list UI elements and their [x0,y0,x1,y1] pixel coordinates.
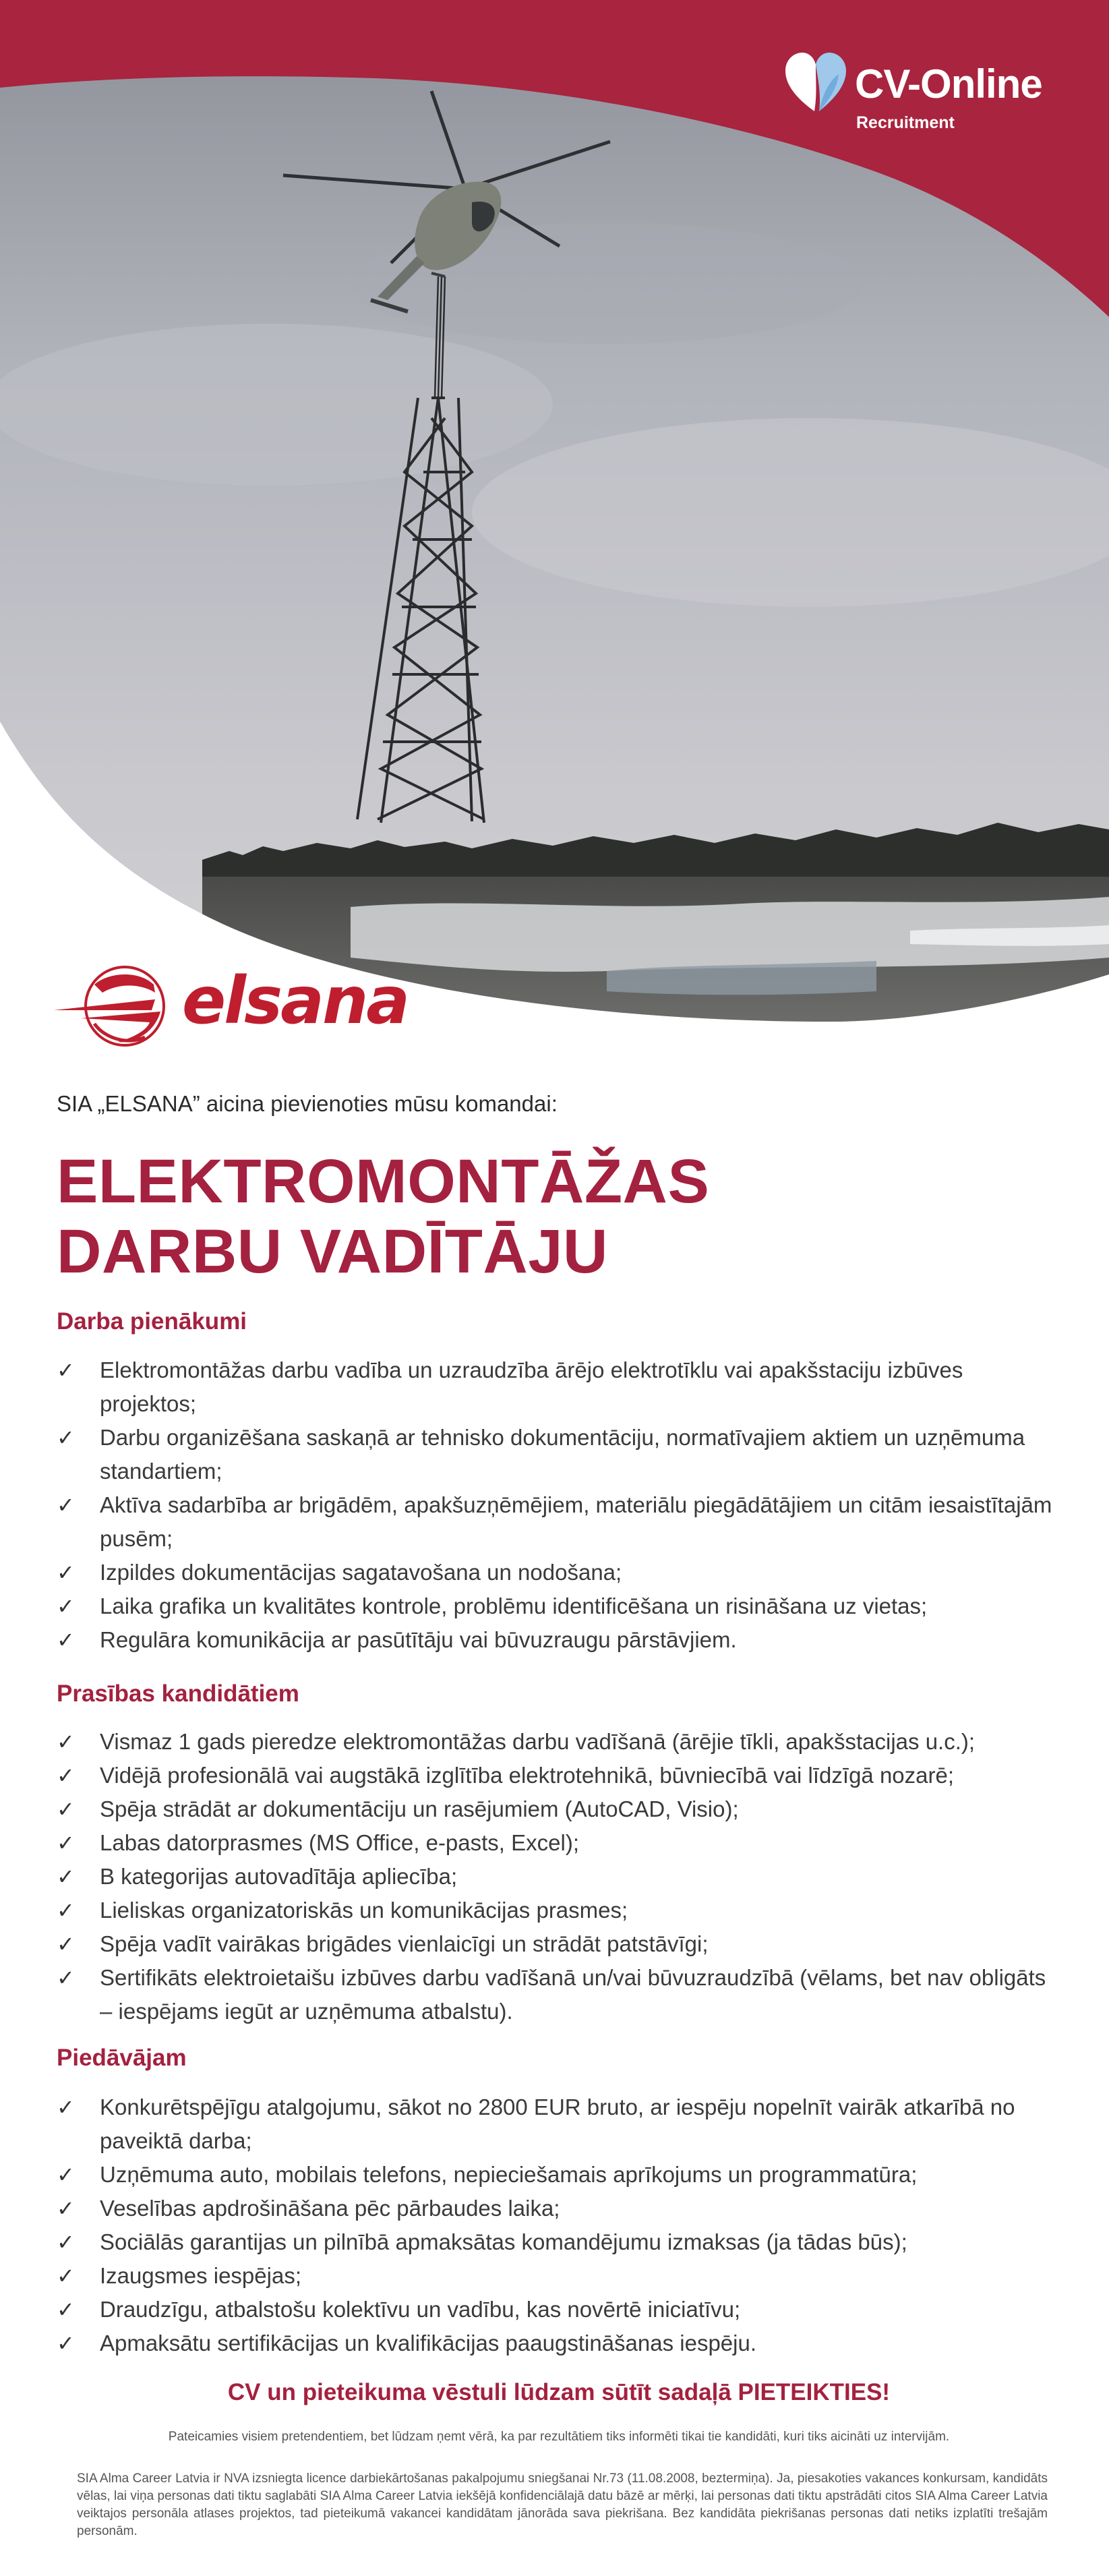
check-icon: ✓ [57,2230,75,2254]
list-item: ✓ Labas datorprasmes (MS Office, e-pasts, Excel); [57,1826,1061,1860]
check-icon: ✓ [57,2264,75,2288]
list-item: ✓ Elektromontāžas darbu vadība un uzraudzība ārējo elektrotīklu vai apakšstaciju izbūves projektos; [57,1353,1061,1421]
check-icon: ✓ [57,1763,75,1788]
list-item: ✓ Veselības apdrošināšana pēc pārbaudes laika; [57,2192,1061,2225]
list-item: ✓ B kategorijas autovadītāja apliecība; [57,1860,1061,1894]
requirements-list [57,1725,1061,2028]
elsana-wordmark: elsana [182,963,409,1038]
check-icon: ✓ [57,1966,75,1990]
check-icon: ✓ [57,2297,75,2322]
list-item: ✓ Konkurētspējīgu atalgojumu, sākot no 2800 EUR bruto, ar iespēju nopelnīt vairāk atkarībā no paveiktā darba; [57,2090,1061,2158]
cv-online-logo [782,40,1079,142]
hero-banner [0,0,1109,1032]
cv-online-heart-icon [782,47,849,115]
check-icon: ✓ [57,2331,75,2355]
apply-call-to-action: CV un pieteikuma vēstuli lūdzam sūtīt sadaļā PIETEIKTIES! [227,2379,891,2405]
list-item: ✓ Vidējā profesionālā vai augstākā izglītība elektrotehnikā, būvniecībā vai līdzīgā nozarē; [57,1759,1061,1792]
check-icon: ✓ [57,1358,75,1382]
list-item: ✓ Spēja strādāt ar dokumentāciju un rasējumiem (AutoCAD, Visio); [57,1792,1061,1826]
list-item: ✓ Draudzīgu, atbalstošu kolektīvu un vadību, kas novērtē iniciatīvu; [57,2293,1061,2326]
check-icon: ✓ [57,1628,75,1652]
check-icon: ✓ [57,1594,75,1618]
list-item: ✓ Spēja vadīt vairākas brigādes vienlaicīgi un strādāt patstāvīgi; [57,1927,1061,1961]
check-icon: ✓ [57,1898,75,1923]
offer-list [57,2090,1061,2360]
candidates-note: Pateicamies visiem pretendentiem, bet lūdzam ņemt vērā, ka par rezultātiem tiks informēti tikai tie kandidāti, kuri tiks aicināti uz intervijām. [168,2430,950,2444]
check-icon: ✓ [57,2196,75,2221]
list-item: ✓ Lieliskas organizatoriskās un komunikācijas prasmes; [57,1894,1061,1927]
check-icon: ✓ [57,2163,75,2187]
section-heading-offer: Piedāvājam [57,2045,187,2071]
cv-online-subtitle: Recruitment [856,113,955,132]
list-item: ✓ Darbu organizēšana saskaņā ar tehnisko dokumentāciju, normatīvajiem aktiem un uzņēmuma standartiem; [57,1421,1061,1488]
list-item: ✓ Uzņēmuma auto, mobilais telefons, nepieciešamais aprīkojums un programmatūra; [57,2158,1061,2192]
list-item: ✓ Laika grafika un kvalitātes kontrole, problēmu identificēšana un risināšana uz vietas; [57,1589,1061,1623]
check-icon: ✓ [57,1560,75,1585]
list-item: ✓ Izaugsmes iespējas; [57,2259,1061,2293]
elsana-logo [54,958,409,1052]
list-item: ✓ Sociālās garantijas un pilnībā apmaksātas komandējumu izmaksas (ja tādas būs); [57,2225,1061,2259]
check-icon: ✓ [57,1797,75,1821]
list-item: ✓ Vismaz 1 gads pieredze elektromontāžas darbu vadīšanā (ārējie tīkli, apakšstacijas u.c.); [57,1725,1061,1759]
check-icon: ✓ [57,1865,75,1889]
check-icon: ✓ [57,1831,75,1855]
check-icon: ✓ [57,1730,75,1754]
list-item: ✓ Izpildes dokumentācijas sagatavošana un nodošana; [57,1556,1061,1589]
list-item: ✓ Sertifikāts elektroietaišu izbūves darbu vadīšanā un/vai būvuzraudzībā (vēlams, bet nav obligāts – iespējams iegūt ar uzņēmuma atbalstu). [57,1961,1061,2028]
check-icon: ✓ [57,1426,75,1450]
duties-list [57,1353,1061,1657]
check-icon: ✓ [57,1932,75,1956]
job-title-line-1: ELEKTROMONTĀŽAS [57,1147,710,1216]
intro-text: SIA „ELSANA” aicina pievienoties mūsu komandai: [57,1091,558,1116]
cv-online-wordmark: CV-Online [855,61,1042,107]
list-item: ✓ Aktīva sadarbība ar brigādēm, apakšuzņēmējiem, materiālu piegādātājiem un citām iesaistītajām pusēm; [57,1488,1061,1556]
job-title-line-2: DARBU VADĪTĀJU [57,1217,608,1286]
section-heading-requirements: Prasības kandidātiem [57,1680,299,1707]
job-title [57,1146,709,1287]
check-icon: ✓ [57,1493,75,1517]
list-item: ✓ Apmaksātu sertifikācijas un kvalifikācijas paaugstināšanas iespēju. [57,2326,1061,2360]
check-icon: ✓ [57,2095,75,2119]
helicopter-tower-photo [0,0,1109,1032]
elsana-emblem-icon [54,958,175,1052]
section-heading-duties: Darba pienākumi [57,1308,247,1335]
legal-disclaimer: SIA Alma Career Latvia ir NVA izsniegta licence darbiekārtošanas pakalpojumu sniegšanai Nr.73 (11.08.2008, beztermiņa). Ja, piesakoties vakances konkursam, kandidāts vēlas, lai viņa personas dati tiktu saglabāti SIA Alma Career Latvia iekšējā konfidenciālajā datu bāzē ar mērķi, lai personas dati tiktu apstrādāti citos SIA Alma Career Latvia veiktajos personāla atlases projektos, tad pieteikumā vakancei kandidātam jānorāda sava piekrišana. Bez kandidāta piekrišanas personas dati netiks izplatīti trešajām personām. [77,2471,1048,2538]
list-item: ✓ Regulāra komunikācija ar pasūtītāju vai būvuzraugu pārstāvjiem. [57,1623,1061,1657]
